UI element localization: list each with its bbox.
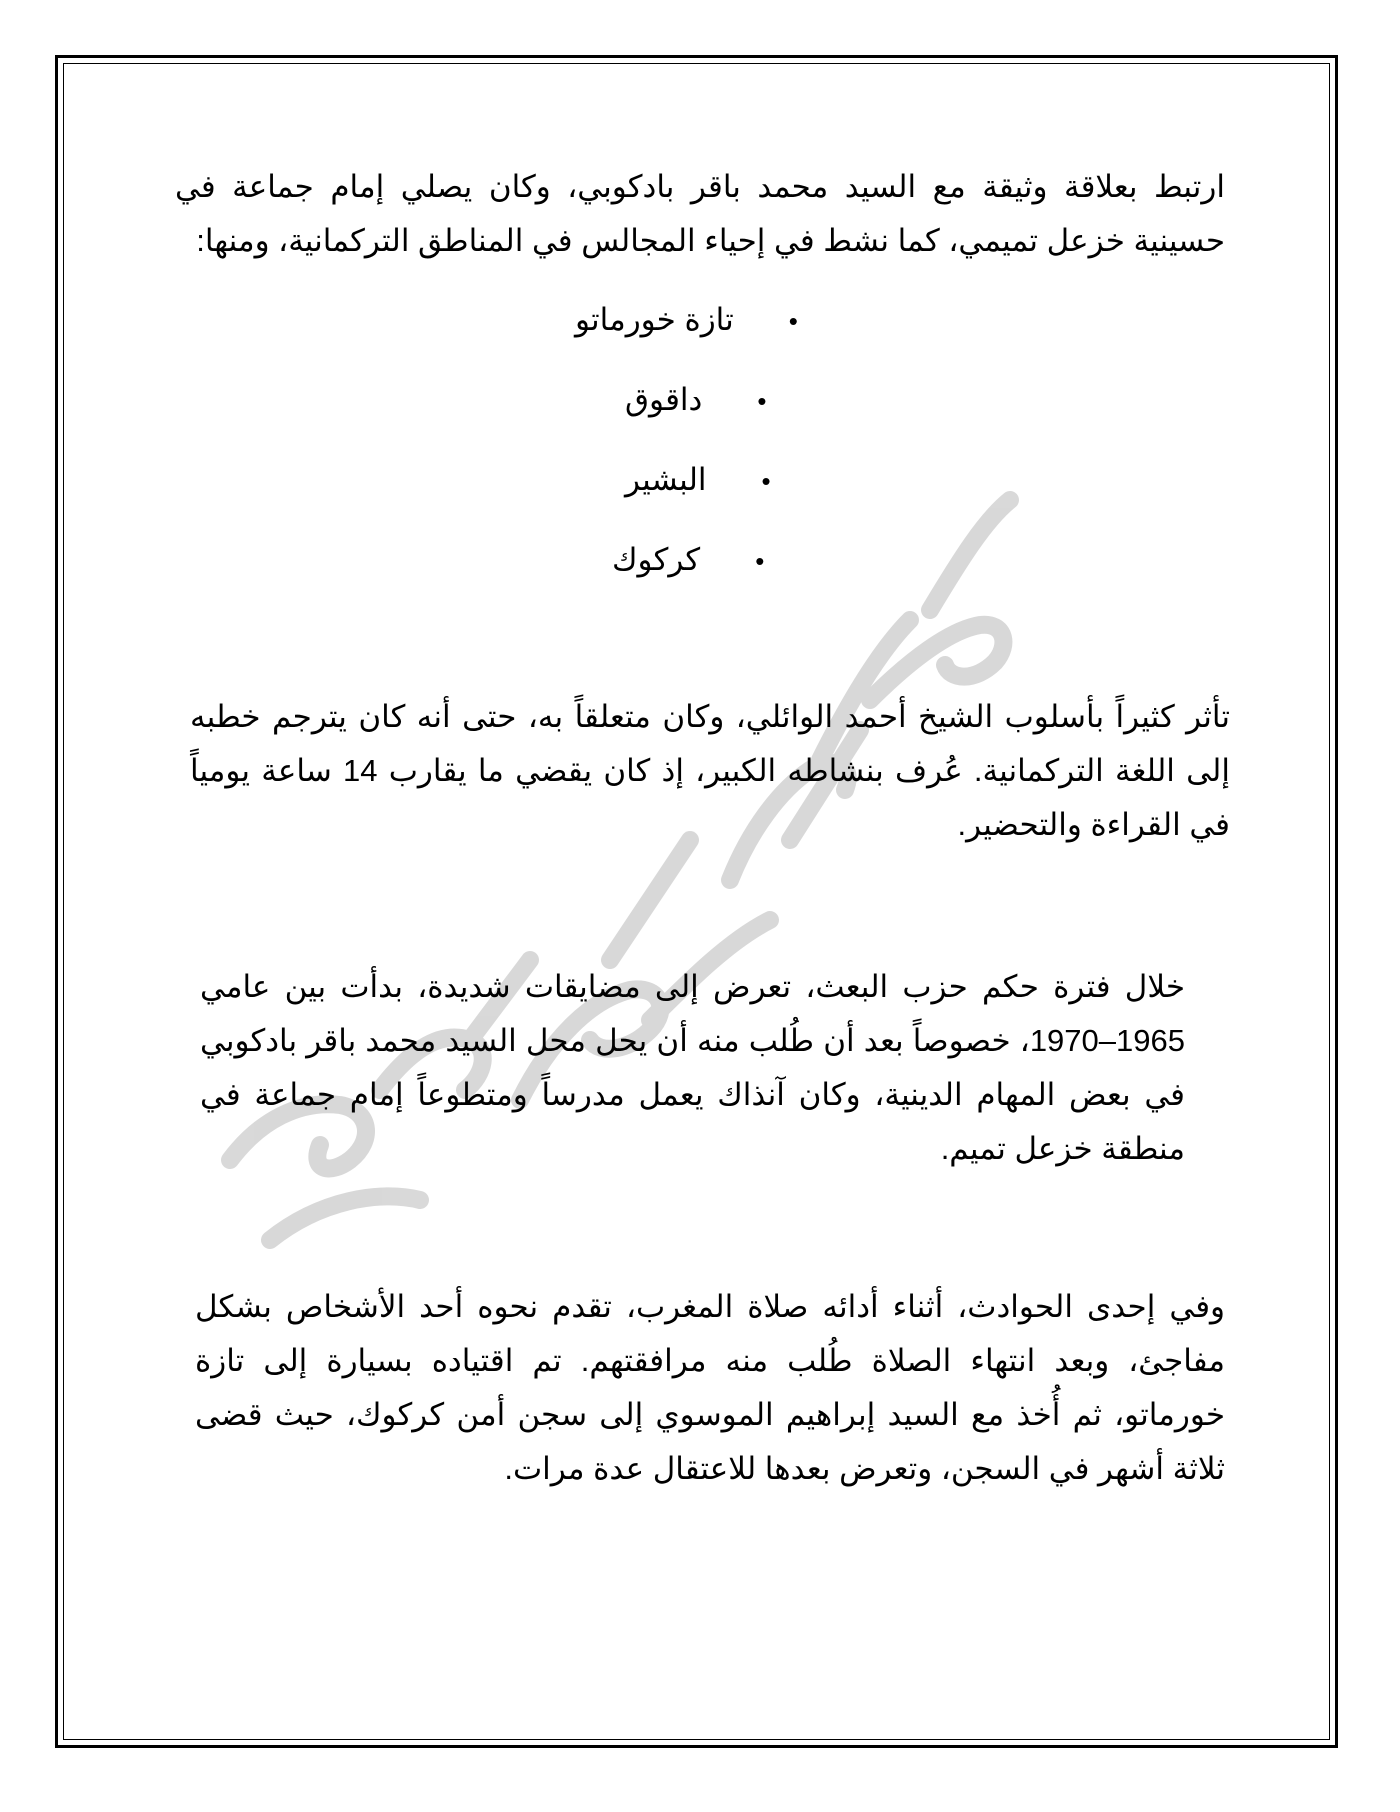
- bullet-icon: •: [757, 386, 767, 416]
- list-item-label: كركوك: [612, 542, 701, 577]
- list-item-label: داقوق: [625, 382, 703, 417]
- paragraph-arrest: وفي إحدى الحوادث، أثناء أدائه صلاة المغرب، تقدم نحوه أحد الأشخاص بشكل مفاجئ، وبعد انتهاء الصلاة طُلب منه مرافقتهم. تم اقتياده بسيارة إلى تازة خورماتو، ثم أُخذ مع السيد إبراهيم الموسوي إلى سجن أمن كركوك، حيث قضى ثلاثة أشهر في السجن، وتعرض بعدها للاعتقال عدة مرات.: [195, 1289, 1225, 1486]
- paragraph-baath-period: خلال فترة حكم حزب البعث، تعرض إلى مضايقات شديدة، بدأت بين عامي 1965–1970، خصوصاً بعد أن طُلب منه أن يحل محل السيد محمد باقر بادكوبي في بعض المهام الدينية، وكان آنذاك يعمل مدرساً ومتطوعاً إمام جماعة في منطقة خزعل تميم.: [200, 969, 1185, 1166]
- list-item: [625, 373, 766, 428]
- bullet-icon: •: [755, 546, 765, 576]
- list-item: [625, 453, 771, 508]
- bullet-icon: •: [788, 306, 798, 336]
- list-item-label: البشير: [625, 462, 707, 497]
- paragraph-intro: ارتبط بعلاقة وثيقة مع السيد محمد باقر بادكوبي، وكان يصلي إمام جماعة في حسينية خزعل تميمي، كما نشط في إحياء المجالس في المناطق التركمانية، ومنها:: [175, 169, 1225, 258]
- paragraph-influence: تأثر كثيراً بأسلوب الشيخ أحمد الوائلي، وكان متعلقاً به، حتى أنه كان يترجم خطبه إلى اللغة التركمانية. عُرف بنشاطه الكبير، إذ كان يقضي ما يقارب 14 ساعة يومياً في القراءة والتحضير.: [190, 699, 1230, 842]
- bullet-icon: •: [761, 466, 771, 496]
- list-item: [575, 293, 798, 348]
- list-item-label: تازة خورماتو: [575, 302, 734, 337]
- list-item: [612, 533, 764, 588]
